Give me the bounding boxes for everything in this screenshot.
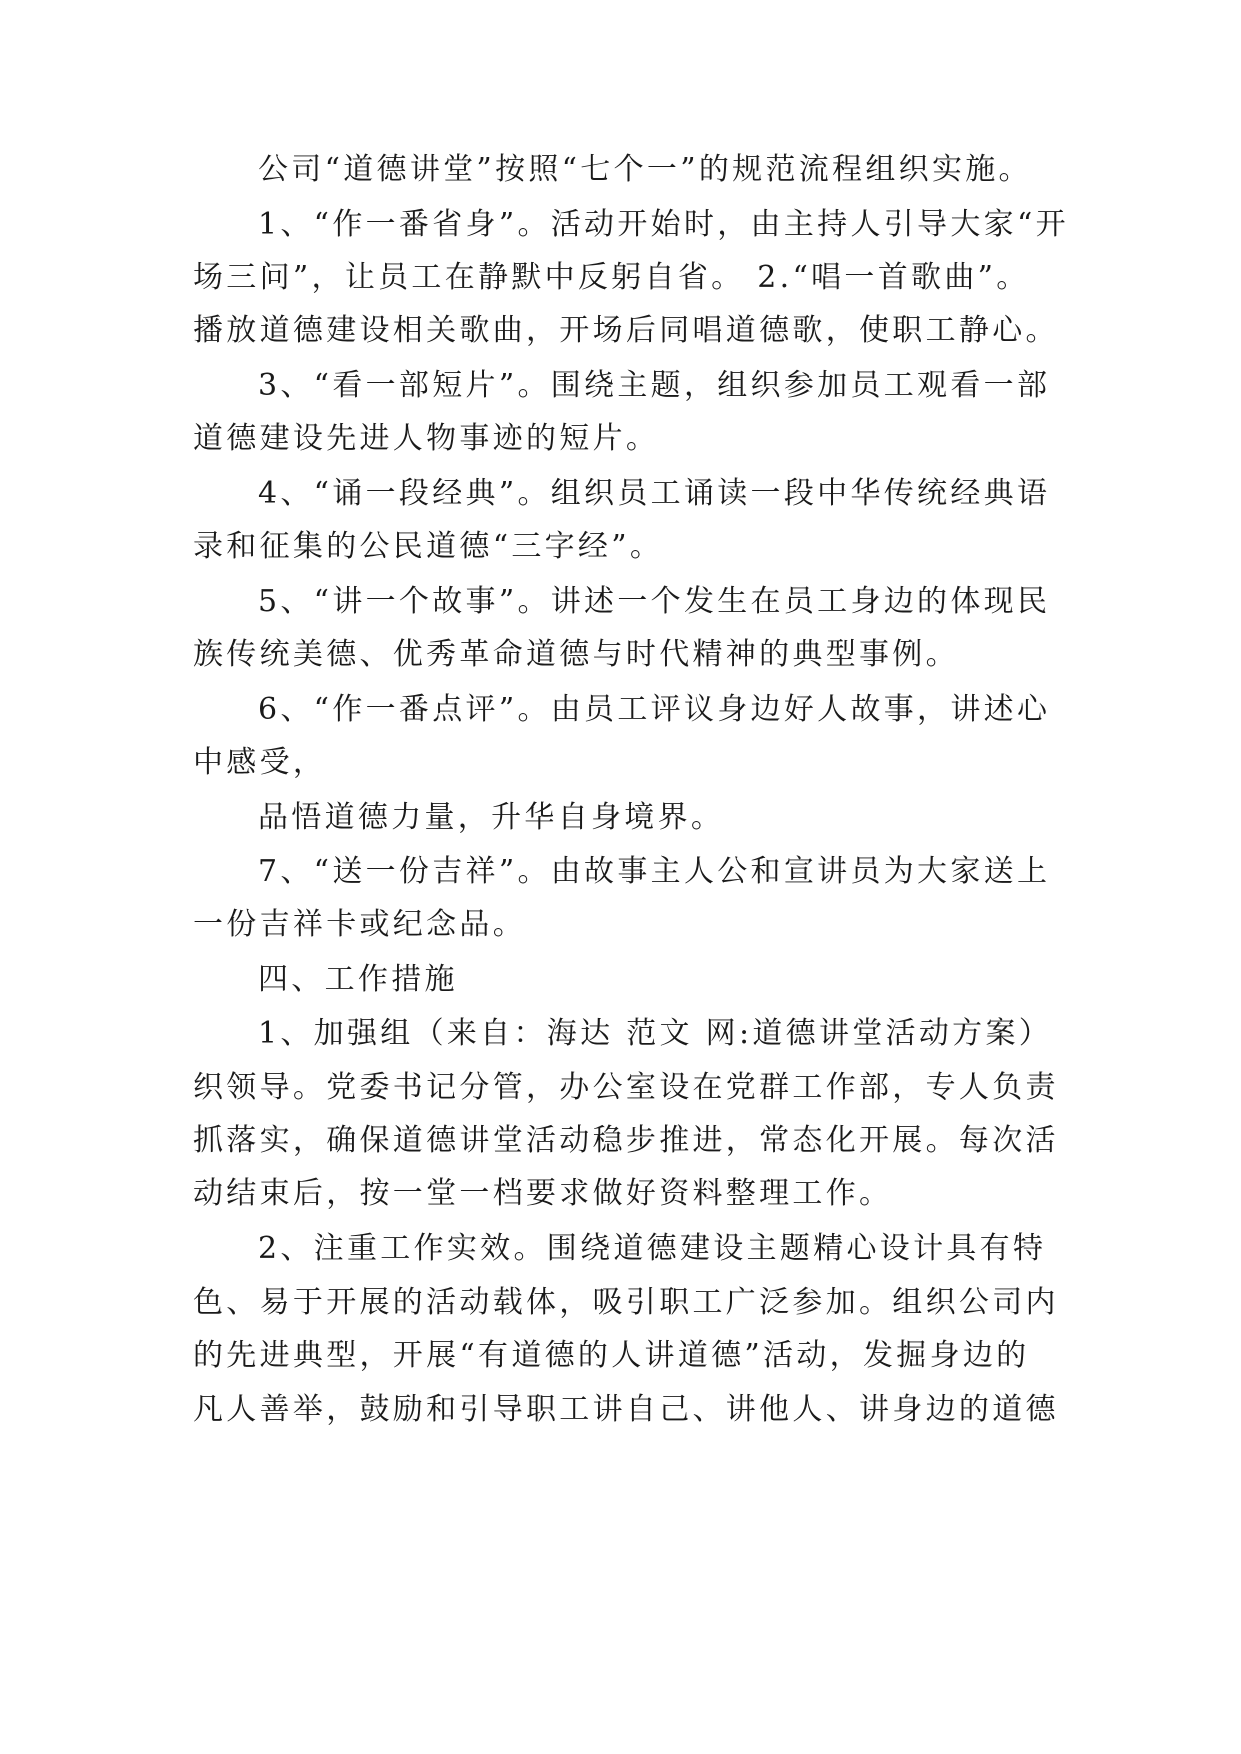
paragraph-line: 一份吉祥卡或纪念品。 (193, 907, 526, 942)
paragraph-line: 色、易于开展的活动载体，吸引职工广泛参加。组织公司内 (193, 1285, 1059, 1320)
paragraph-line: 场三问”，让员工在静默中反躬自省。 2.“唱一首歌曲”。 (193, 260, 1030, 295)
paragraph-line: 6、“作一番点评”。由员工评议身边好人故事，讲述心 (258, 692, 1051, 727)
paragraph-line: 族传统美德、优秀革命道德与时代精神的典型事例。 (193, 637, 959, 672)
paragraph-line: 道德建设先进人物事迹的短片。 (193, 421, 660, 456)
paragraph-line: 抓落实，确保道德讲堂活动稳步推进，常态化开展。每次活 (193, 1123, 1059, 1158)
paragraph-line: 织领导。党委书记分管，办公室设在党群工作部，专人负责 (193, 1070, 1059, 1105)
paragraph-line: 录和征集的公民道德“三字经”。 (193, 529, 664, 564)
paragraph-line: 动结束后，按一堂一档要求做好资料整理工作。 (193, 1176, 893, 1211)
paragraph-line: 公司“道德讲堂”按照“七个一”的规范流程组织实施。 (258, 152, 1032, 187)
paragraph-line: 7、“送一份吉祥”。由故事主人公和宣讲员为大家送上 (258, 854, 1051, 889)
paragraph-line: 2、注重工作实效。围绕道德建设主题精心设计具有特 (258, 1231, 1047, 1266)
paragraph-line: 的先进典型，开展“有道德的人讲道德”活动，发掘身边的 (193, 1338, 1030, 1373)
paragraph-line: 1、“作一番省身”。活动开始时，由主持人引导大家“开 (258, 207, 1069, 242)
paragraph-line: 中感受， (193, 745, 327, 780)
paragraph-line: 凡人善举，鼓励和引导职工讲自己、讲他人、讲身边的道德 (193, 1392, 1059, 1427)
section-heading: 四、工作措施 (258, 962, 458, 997)
paragraph-line: 1、加强组（来自：海达 范文 网:道德讲堂活动方案） (258, 1016, 1053, 1051)
paragraph-line: 3、“看一部短片”。围绕主题，组织参加员工观看一部 (258, 368, 1051, 403)
paragraph-line: 品悟道德力量，升华自身境界。 (258, 800, 725, 835)
paragraph-line: 4、“诵一段经典”。组织员工诵读一段中华传统经典语 (258, 476, 1051, 511)
paragraph-line: 播放道德建设相关歌曲，开场后同唱道德歌，使职工静心。 (193, 313, 1059, 348)
paragraph-line: 5、“讲一个故事”。讲述一个发生在员工身边的体现民 (258, 584, 1051, 619)
